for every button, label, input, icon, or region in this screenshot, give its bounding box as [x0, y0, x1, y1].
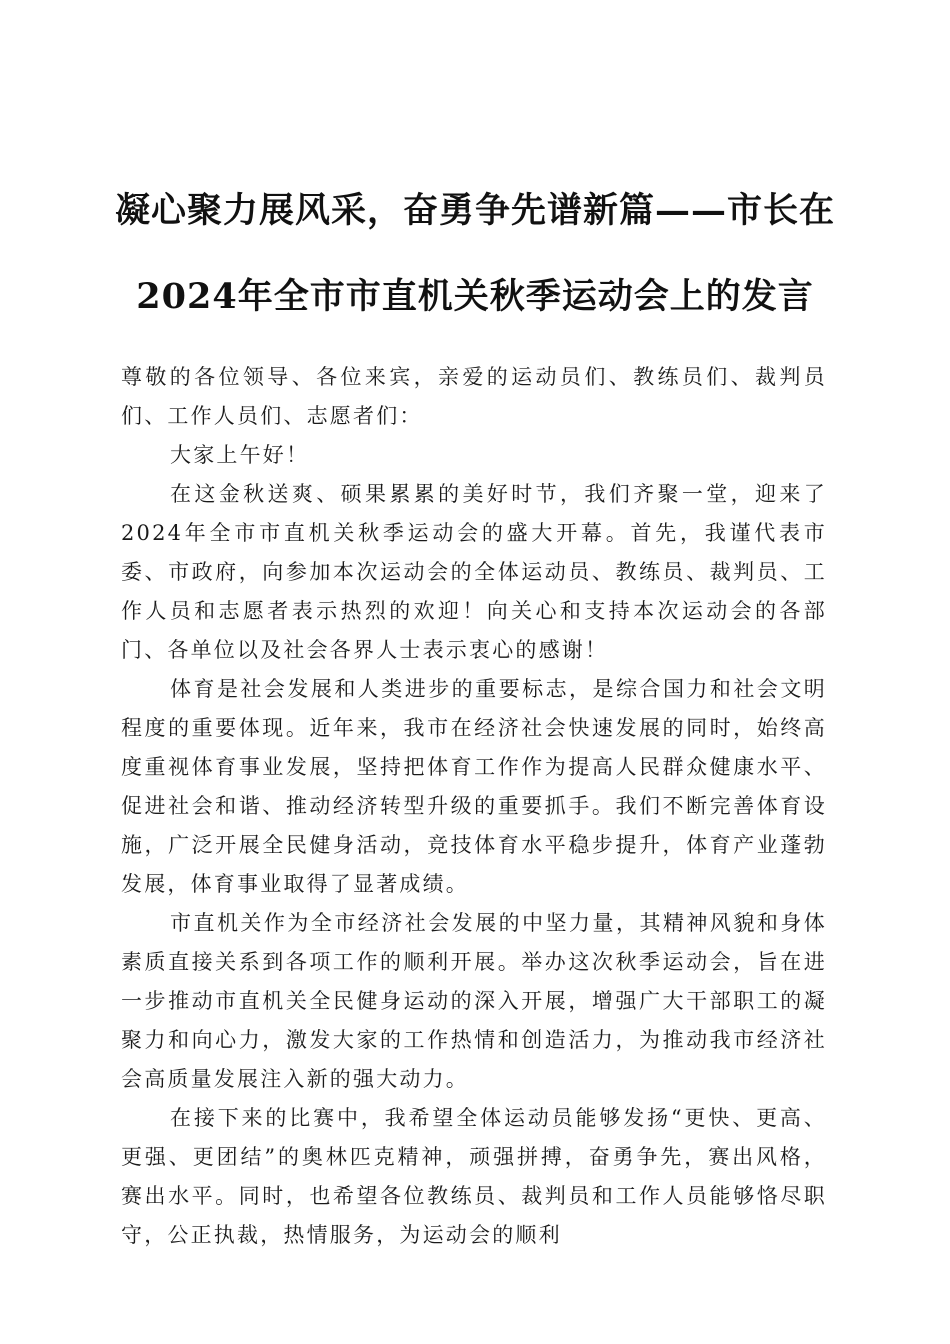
paragraph-opening: 在这金秋送爽、硕果累累的美好时节，我们齐聚一堂，迎来了2024年全市市直机关秋季运动会的盛大开幕。首先，我谨代表市委、市政府，向参加本次运动会的全体运动员、教练员、裁判员、工作人员和志愿者表示热烈的欢迎！向关心和支持本次运动会的各部门、各单位以及社会各界人士表示衷心的感谢！: [121, 482, 827, 662]
paragraph-expectations: 在接下来的比赛中，我希望全体运动员能够发扬“更快、更高、更强、更团结”的奥林匹克精神，顽强拼搏，奋勇争先，赛出风格，赛出水平。同时，也希望各位教练员、裁判员和工作人员能够恪尽职守，公正执裁，热情服务，为运动会的顺利: [121, 1106, 827, 1247]
paragraph-municipal-organs: 市直机关作为全市经济社会发展的中坚力量，其精神风貌和身体素质直接关系到各项工作的顺利开展。举办这次秋季运动会，旨在进一步推动市直机关全民健身运动的深入开展，增强广大干部职工的凝聚力和向心力，激发大家的工作热情和创造活力，为推动我市经济社会高质量发展注入新的强大动力。: [121, 911, 827, 1091]
paragraph-sports-development: 体育是社会发展和人类进步的重要标志，是综合国力和社会文明程度的重要体现。近年来，我市在经济社会快速发展的同时，始终高度重视体育事业发展，坚持把体育工作作为提高人民群众健康水平、促进社会和谐、推动经济转型升级的重要抓手。我们不断完善体育设施，广泛开展全民健身活动，竞技体育水平稳步提升，体育产业蓬勃发展，体育事业取得了显著成绩。: [121, 677, 827, 896]
paragraph-greeting: 大家上午好！: [170, 443, 310, 467]
document-title: [110, 168, 840, 340]
document-body: [121, 358, 827, 1255]
salutation: 尊敬的各位领导、各位来宾，亲爱的运动员们、教练员们、裁判员们、工作人员们、志愿者们：: [121, 365, 827, 428]
title-line-2: 2024年全市市直机关秋季运动会上的发言: [136, 276, 814, 317]
title-line-1: 凝心聚力展风采，奋勇争先谱新篇——市长在: [114, 190, 835, 231]
